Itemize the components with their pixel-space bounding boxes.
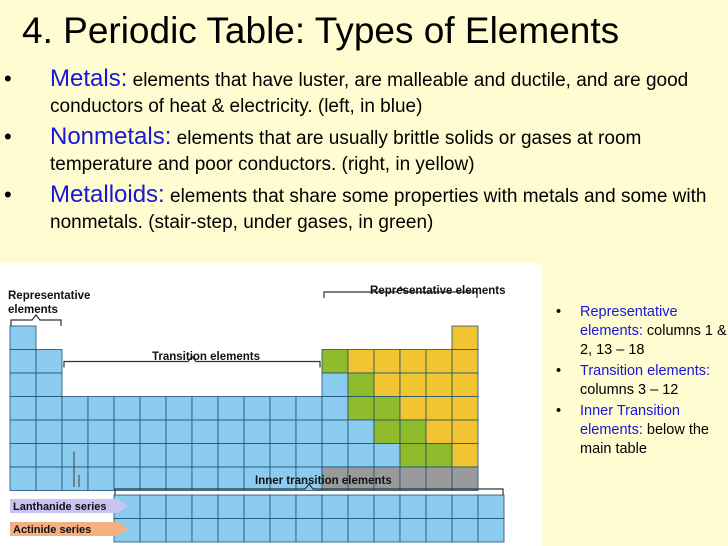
element-cell <box>322 373 348 397</box>
bullet-list <box>0 66 728 240</box>
label-representative-left: elements <box>8 304 58 316</box>
element-cell <box>166 519 192 543</box>
element-cell <box>114 420 140 444</box>
bracket-left <box>11 315 61 326</box>
label-inner-transition: Inner transition elements <box>255 475 392 487</box>
element-cell <box>36 350 62 374</box>
element-cell <box>10 397 36 421</box>
element-cell <box>114 444 140 468</box>
bullet-term: Nonmetals: <box>50 123 172 150</box>
element-cell <box>296 420 322 444</box>
element-cell <box>270 397 296 421</box>
element-cell <box>374 519 400 543</box>
element-cell <box>322 397 348 421</box>
element-cell <box>374 420 400 444</box>
element-cell <box>374 350 400 374</box>
element-cell <box>452 420 478 444</box>
element-cell <box>36 397 62 421</box>
element-cell <box>400 444 426 468</box>
element-cell <box>140 444 166 468</box>
bullet-dot: • <box>4 124 12 149</box>
element-cell <box>244 397 270 421</box>
element-cell <box>348 420 374 444</box>
element-cell <box>36 444 62 468</box>
label-representative-right: Representative elements <box>370 285 506 297</box>
element-cell <box>270 420 296 444</box>
periodic-table-svg <box>0 263 542 546</box>
label-representative-left: Representative <box>8 290 91 302</box>
element-cell <box>192 495 218 519</box>
element-cell <box>10 326 36 350</box>
element-cell <box>426 519 452 543</box>
element-cell <box>400 350 426 374</box>
element-cell <box>88 420 114 444</box>
element-cell <box>270 444 296 468</box>
element-cell <box>192 519 218 543</box>
element-cell <box>400 519 426 543</box>
element-cell <box>270 519 296 543</box>
legend-inner-transition <box>554 402 728 459</box>
element-cell <box>374 397 400 421</box>
element-cell <box>218 397 244 421</box>
element-cell <box>400 373 426 397</box>
element-cell <box>348 373 374 397</box>
element-cell <box>88 397 114 421</box>
bullet-dot: • <box>556 304 562 320</box>
element-cell <box>426 467 452 491</box>
element-cell <box>36 420 62 444</box>
element-cell <box>192 444 218 468</box>
element-cell <box>244 495 270 519</box>
legend-transition <box>554 362 728 400</box>
element-cell <box>296 495 322 519</box>
element-cell <box>36 467 62 491</box>
element-cell <box>374 495 400 519</box>
element-cell <box>10 350 36 374</box>
periodic-table-figure <box>0 263 542 546</box>
element-cell <box>244 519 270 543</box>
element-cell <box>452 495 478 519</box>
element-cell <box>166 420 192 444</box>
element-cell <box>140 420 166 444</box>
element-cell <box>348 519 374 543</box>
label-transition: Transition elements <box>152 351 261 363</box>
bullet-metals <box>0 66 728 124</box>
element-cell <box>426 373 452 397</box>
element-cell <box>192 420 218 444</box>
element-cell <box>452 444 478 468</box>
element-cell <box>36 373 62 397</box>
element-cell <box>374 444 400 468</box>
element-cell <box>400 495 426 519</box>
element-cell <box>400 467 426 491</box>
actinide-arrow-label: Actinide series <box>13 524 92 536</box>
element-cell <box>452 350 478 374</box>
bullet-dot: • <box>556 403 562 419</box>
element-cell <box>140 397 166 421</box>
legend-label: Transition elements: <box>580 363 711 379</box>
element-cell <box>322 444 348 468</box>
element-cell <box>218 420 244 444</box>
legend-list <box>554 303 728 461</box>
element-cell <box>218 519 244 543</box>
bullet-term: Metalloids: <box>50 181 165 208</box>
element-cell <box>374 373 400 397</box>
bullet-text: elements that are usually brittle solids or gases at room temperature and poor conductors. (right, in yellow) <box>50 128 642 175</box>
element-cell <box>10 444 36 468</box>
bullet-dot: • <box>4 66 12 91</box>
legend-text: below the main table <box>580 422 709 457</box>
element-cell <box>426 397 452 421</box>
bullet-nonmetals <box>0 124 728 182</box>
legend-label: Inner Transition elements: <box>580 403 680 438</box>
element-cell <box>322 420 348 444</box>
element-cell <box>348 397 374 421</box>
element-cell <box>452 397 478 421</box>
bullet-term: Metals: <box>50 65 128 92</box>
bullet-metalloids <box>0 182 728 240</box>
bullet-text: elements that share some properties with metals and some with nonmetals. (stair-step, under gases, in green) <box>50 186 707 233</box>
element-cell <box>400 397 426 421</box>
element-cell <box>348 350 374 374</box>
element-cell <box>10 420 36 444</box>
element-cell <box>218 467 244 491</box>
element-cell <box>244 444 270 468</box>
bullet-dot: • <box>4 182 12 207</box>
element-cell <box>166 444 192 468</box>
legend-representative <box>554 303 728 360</box>
element-cell <box>192 397 218 421</box>
element-cell <box>62 397 88 421</box>
element-cell <box>400 420 426 444</box>
element-cell <box>478 495 504 519</box>
element-cell <box>62 444 88 468</box>
element-cell <box>166 397 192 421</box>
element-cell <box>114 467 140 491</box>
element-cell <box>322 495 348 519</box>
element-cell <box>348 444 374 468</box>
element-cell <box>88 467 114 491</box>
element-cell <box>452 326 478 350</box>
element-cell <box>270 495 296 519</box>
legend-text: columns 1 & 2, 13 – 18 <box>580 323 727 358</box>
bullet-dot: • <box>556 363 562 379</box>
element-cell <box>62 420 88 444</box>
element-cell <box>296 397 322 421</box>
legend-text: columns 3 – 12 <box>580 382 679 398</box>
element-cell <box>244 420 270 444</box>
legend-label: Representative elements: <box>580 304 678 339</box>
element-cell <box>348 495 374 519</box>
element-cell <box>296 444 322 468</box>
element-cell <box>322 519 348 543</box>
element-cell <box>426 350 452 374</box>
element-cell <box>140 519 166 543</box>
element-cell <box>62 467 88 491</box>
element-cell <box>192 467 218 491</box>
element-cell <box>452 373 478 397</box>
element-cell <box>218 495 244 519</box>
element-cell <box>88 444 114 468</box>
element-cell <box>166 467 192 491</box>
element-cell <box>478 519 504 543</box>
element-cell <box>426 444 452 468</box>
lanthanide-arrow-label: Lanthanide series <box>13 501 107 513</box>
element-cell <box>140 467 166 491</box>
element-cell <box>426 420 452 444</box>
bullet-text: elements that have luster, are malleable and ductile, and are good conductors of heat & electricity. (left, in blue) <box>50 70 689 117</box>
element-cell <box>166 495 192 519</box>
element-cell <box>218 444 244 468</box>
element-cell <box>114 397 140 421</box>
element-cell <box>10 467 36 491</box>
element-cell <box>322 350 348 374</box>
element-cell <box>10 373 36 397</box>
element-cell <box>296 519 322 543</box>
element-cell <box>140 495 166 519</box>
element-cell <box>452 467 478 491</box>
element-cell <box>426 495 452 519</box>
element-cell <box>452 519 478 543</box>
slide-title: 4. Periodic Table: Types of Elements <box>22 10 620 51</box>
